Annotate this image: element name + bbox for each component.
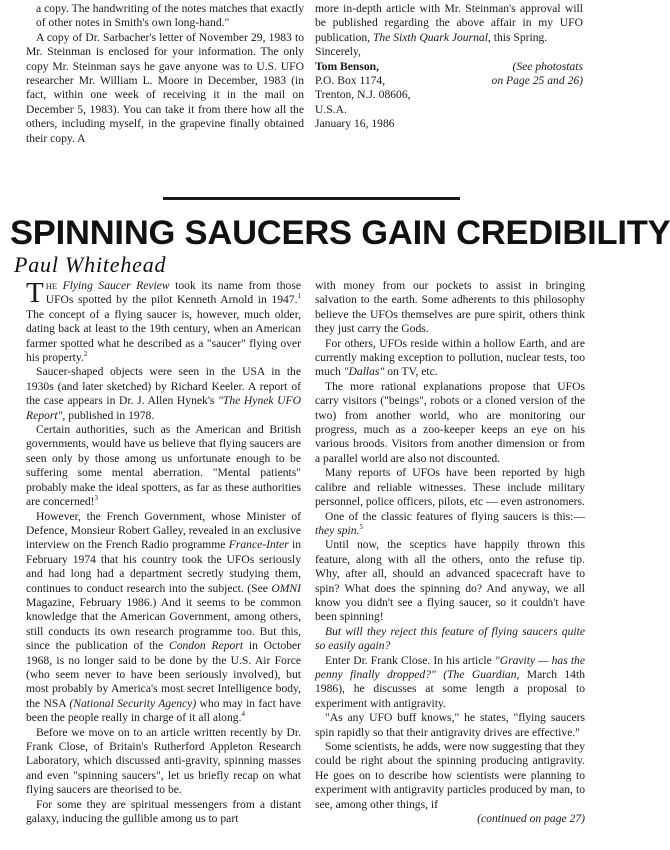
address-line-1: P.O. Box 1174, (315, 74, 386, 88)
article-byline: Paul Whitehead (14, 252, 167, 277)
paragraph: Saucer-shaped objects were seen in the USA in the 1930s (and later sketched) by Richard Keeler. A report of the case appears in Dr. J. Allen Hynek's "The Hynek UFO Report", published in 1978. (26, 365, 301, 422)
paragraph: with money from our pockets to assist in bringing salvation to the earth. Some adherents to this philosophy believe the UFOs themselves are pure spirit, others think they just carry the Gods. (315, 279, 585, 336)
article-left-column (26, 279, 301, 826)
paragraph: more in-depth article with Mr. Steinman's approval will be published regarding the above affair in my UFO publication, The Sixth Quark Journal, this Spring. (315, 2, 583, 44)
paragraph: For some they are spiritual messengers from a distant galaxy, inducing the gullible among us to part (26, 797, 301, 826)
paragraph: However, the French Government, whose Minister of Defence, Monsieur Robert Galley, revealed in an exclusive interview on the French Radio programme France-Inter in February 1974 that his country took the UFOs seriously and had long had a department secretly studying them, continues to conduct research into the subject. (See OMNI Magazine, February 1986.) And it seems to be common knowledge that the American Government, among others, still conducts its own research programme too. But this, since the publication of the Condon Report in October 1968, is no longer said to be done by the U.S. Air Force (who seem never to have been seriously involved), but most probably by America's most secret Intelligence body, the NSA (National Security Agency) who may in fact have been the people really in charge of it all along.$^4$ (26, 509, 302, 725)
paragraph: Until now, the sceptics have happily thrown this feature, along with all the others, onto the refuse tip. Why, after all, should an advanced spacecraft have to spin? What does the spinning do? And anyway, we all know you didn't see a flying saucer, so it couldn't have been spinning! (315, 538, 585, 624)
paragraph: But will they reject this feature of flying saucers quite so easily again? (315, 624, 585, 653)
paragraph: Before we move on to an article written recently by Dr. Frank Close, of Britain's Rutherford Appleton Research Laboratory, which discussed anti-gravity, spinning masses and even "spinning saucers", let us briefly recap on what flying saucers are theorised to be. (26, 725, 301, 797)
paragraph: A copy of Dr. Sarbacher's letter of November 29, 1983 to Mr. Steinman is enclosed for your information. The only copy Mr. Steinman says he gave anyone was to U.S. UFO researcher Mr. William L. Moore in December, 1983 (in fact, within one week of receiving it in the mail on December 5, 1983). You can take it from there how all the others, including myself, in the grapevine finally obtained their copy. A (26, 30, 304, 145)
photostat-note-1: (See photostats (512, 59, 583, 73)
paragraph: Some scientists, he adds, were now suggesting that they could be right about the spinning producing antigravity. He goes on to describe how scientists were planning to experiment with antigravity particles produced by man, to see, among other things, if (315, 740, 585, 811)
article-headline: SPINNING SAUCERS GAIN CREDIBILITY (10, 214, 670, 252)
paragraph: The more rational explanations propose that UFOs carry visitors ("beings", robots or a cloned version of the two) from another world, who are monitoring our progress, much as a zoo-keeper keeps an eye on his various broods. Visitors from another dimension or from a parallel world are also not discounted. (315, 379, 585, 465)
drop-cap: T (26, 277, 44, 309)
section-divider (163, 197, 460, 200)
letter-date: January 16, 1986 (315, 117, 395, 131)
paragraph: a copy. The handwriting of the notes matches that exactly of other notes in Smith's own long-hand." (36, 2, 304, 30)
paragraph: "As any UFO buff knows," he states, "flying saucers spin rapidly so that their antigravity drives are effective." (315, 711, 585, 739)
address-country: U.S.A. (315, 102, 347, 116)
continued-note: (continued on page 27) (477, 812, 585, 826)
paragraph: Certain authorities, such as the American and British governments, would have us believe that flying saucers are seen only by those among us unfortunate enough to be suffering some mental aberration. "Mental patients" probably make the ideal spotters, as far as these authorities are concerned!$^3$ (26, 423, 301, 509)
previous-article-left-column (26, 2, 304, 146)
author-name: Tom Benson, (315, 59, 380, 73)
address-line-2: Trenton, N.J. 08606, (315, 88, 411, 102)
paragraph: Enter Dr. Frank Close. In his article "Gravity — has the penny finally dropped?" (The Guardian, March 14th 1986), he discusses at some length a proposal to experiment with antigravity. (315, 653, 586, 710)
photostat-note-2: on Page 25 and 26) (491, 74, 583, 88)
address-row (315, 74, 583, 88)
signature-row (315, 60, 583, 74)
paragraph: One of the classic features of flying saucers is this:— they spin.$^5$ (315, 509, 585, 537)
paragraph: For others, UFOs reside within a hollow Earth, and are currently making exception to pollution, nuclear tests, too much "Dallas" on TV, etc. (315, 336, 585, 379)
previous-article-right-column (315, 2, 583, 132)
article-right-column (315, 279, 585, 826)
paragraph: Many reports of UFOs have been reported by high calibre and reliable witnesses. These include military personnel, police officers, pilots, etc — even astronomers. (315, 466, 585, 509)
sign-off: Sincerely, (315, 45, 361, 59)
lead-paragraph: THE Flying Saucer Review took its name from those UFOs spotted by the pilot Kenneth Arnold in 1947.$^1$ The concept of a flying saucer is, however, much older, dating back at least to the 19th century, when an American farmer spotted what he described as a "saucer" flying over his property.$^2$ (26, 277, 301, 365)
